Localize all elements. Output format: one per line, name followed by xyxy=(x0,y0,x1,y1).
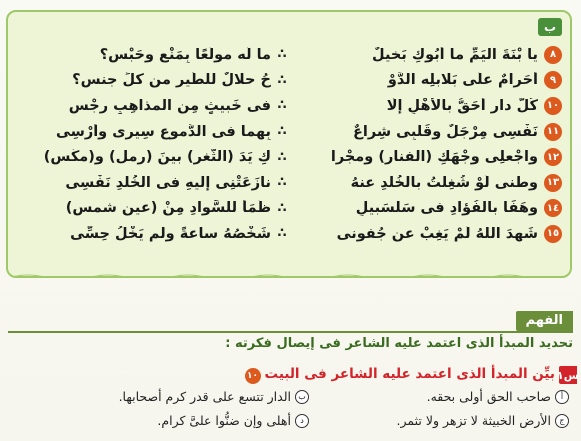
verse-number: ١٥ xyxy=(544,225,562,243)
verse-second-hemistich: حُ حلالٌ للطَّيرِ من كلِّ جنسِ؟ xyxy=(72,72,271,89)
verse-second-hemistich: بِهِما فى الدُّموعِ سِيرِى وأرْسِى xyxy=(55,123,271,140)
verse-first-hemistich: وطنى لَوْ شُغِلْتُ بالخُلْدِ عنهُ xyxy=(350,174,538,191)
verse-separator: ∴ xyxy=(277,149,287,165)
verse-number: ١٣ xyxy=(544,174,562,192)
torn-paper-edge xyxy=(8,272,572,278)
question-row xyxy=(245,366,577,384)
verse-first-hemistich: يا بْنَةَ اليَمِّ ما أبُوكِ بَخيلٌ xyxy=(372,46,538,63)
verse-first-hemistich: وهَفَا بالفُؤادِ فى سَلْسَبيلٍ xyxy=(355,200,538,217)
verse-separator: ∴ xyxy=(277,226,287,242)
verse-14 xyxy=(22,196,562,222)
section-divider xyxy=(8,331,573,333)
choice-text: أهلى وإن ضنُّوا علىَّ كرام. xyxy=(157,413,291,428)
panel-tab-label: ب xyxy=(538,18,562,36)
question-verse-number: ١٠ xyxy=(245,368,261,384)
verse-11 xyxy=(22,119,562,145)
verse-second-hemistich: كِ يَدَ (الثَّغر) بينَ (رمل) و(مكْس) xyxy=(43,149,271,166)
choice-text: صاحب الحق أولى بحقه. xyxy=(426,389,551,404)
verse-second-hemistich: ظَمَأٌ للسَّوادِ مِنْ (عينِ شمسِ) xyxy=(65,200,271,217)
verse-number: ١٢ xyxy=(544,148,562,166)
understanding-header: الفهم xyxy=(516,311,573,331)
verse-first-hemistich: شَهِدَ اللهُ لَمْ يَغِبْ عن جُفونى xyxy=(336,225,538,242)
verse-second-hemistich: فى خَبيثٍ مِن المذاهِبِ رِجْسِ xyxy=(68,97,271,114)
answer-choice-b[interactable] xyxy=(119,389,309,404)
verse-8 xyxy=(22,42,562,68)
verse-first-hemistich: أحَرامٌ علَى بَلابلِه الدَّوْ xyxy=(387,72,538,89)
verse-second-hemistich: نازَعَتْنِى إليهِ فى الخُلْدِ نَفْسِى xyxy=(65,174,271,191)
choice-text: الدار تتسع على قدر كرم أصحابها. xyxy=(118,389,291,404)
task-heading: تحديد المبدأ الذى اعتمد عليه الشاعر فى إيصال فكرته : xyxy=(225,336,573,351)
verse-number: ٨ xyxy=(544,46,562,64)
bleed-through-text xyxy=(120,282,440,302)
verse-separator: ∴ xyxy=(277,175,287,191)
question-badge: س١ xyxy=(559,366,577,384)
verse-separator: ∴ xyxy=(277,200,287,216)
choice-letter: أ xyxy=(555,390,569,404)
verse-number: ٩ xyxy=(544,71,562,89)
verse-separator: ∴ xyxy=(277,124,287,140)
poem-panel xyxy=(6,10,572,278)
answer-choice-c[interactable] xyxy=(397,413,570,428)
verse-10 xyxy=(22,93,562,119)
question-prompt: بيِّن المبدأ الذى اعتمد عليه الشاعر فى البيت xyxy=(264,366,555,382)
verse-15 xyxy=(22,221,562,247)
choice-letter: د xyxy=(295,414,309,428)
verse-second-hemistich: ما لَه مولَعًا بِمَنْعٍ وحَبْسِ؟ xyxy=(99,46,271,63)
verse-9 xyxy=(22,68,562,94)
verse-separator: ∴ xyxy=(277,47,287,63)
verse-separator: ∴ xyxy=(277,98,287,114)
choice-letter: ج xyxy=(555,414,569,428)
choice-letter: ب xyxy=(295,390,309,404)
verse-12 xyxy=(22,144,562,170)
verse-first-hemistich: واجْعلِى وجْهَكِ (الفنار) ومجْرا xyxy=(330,149,538,166)
answer-choice-a[interactable] xyxy=(427,389,569,404)
verse-second-hemistich: شَخْصُهُ ساعةً ولم يَخْلُ حِسِّى xyxy=(70,225,271,242)
answer-choice-d[interactable] xyxy=(157,413,309,428)
question-text xyxy=(245,366,555,384)
verse-first-hemistich: كُلُّ دارٍ أحَقُّ بالأهْلِ إلَّا xyxy=(386,97,538,114)
choice-text: الأرض الخبيثة لا تزهر ولا تثمر. xyxy=(396,413,551,428)
verse-13 xyxy=(22,170,562,196)
verse-number: ١٠ xyxy=(544,97,562,115)
verse-first-hemistich: نَفْسِى مِرْجَلٌ وقَلْبِى شِراعٌ xyxy=(352,123,538,140)
verse-number: ١١ xyxy=(544,123,562,141)
verse-list xyxy=(22,42,562,247)
verse-number: ١٤ xyxy=(544,199,562,217)
verse-separator: ∴ xyxy=(277,72,287,88)
